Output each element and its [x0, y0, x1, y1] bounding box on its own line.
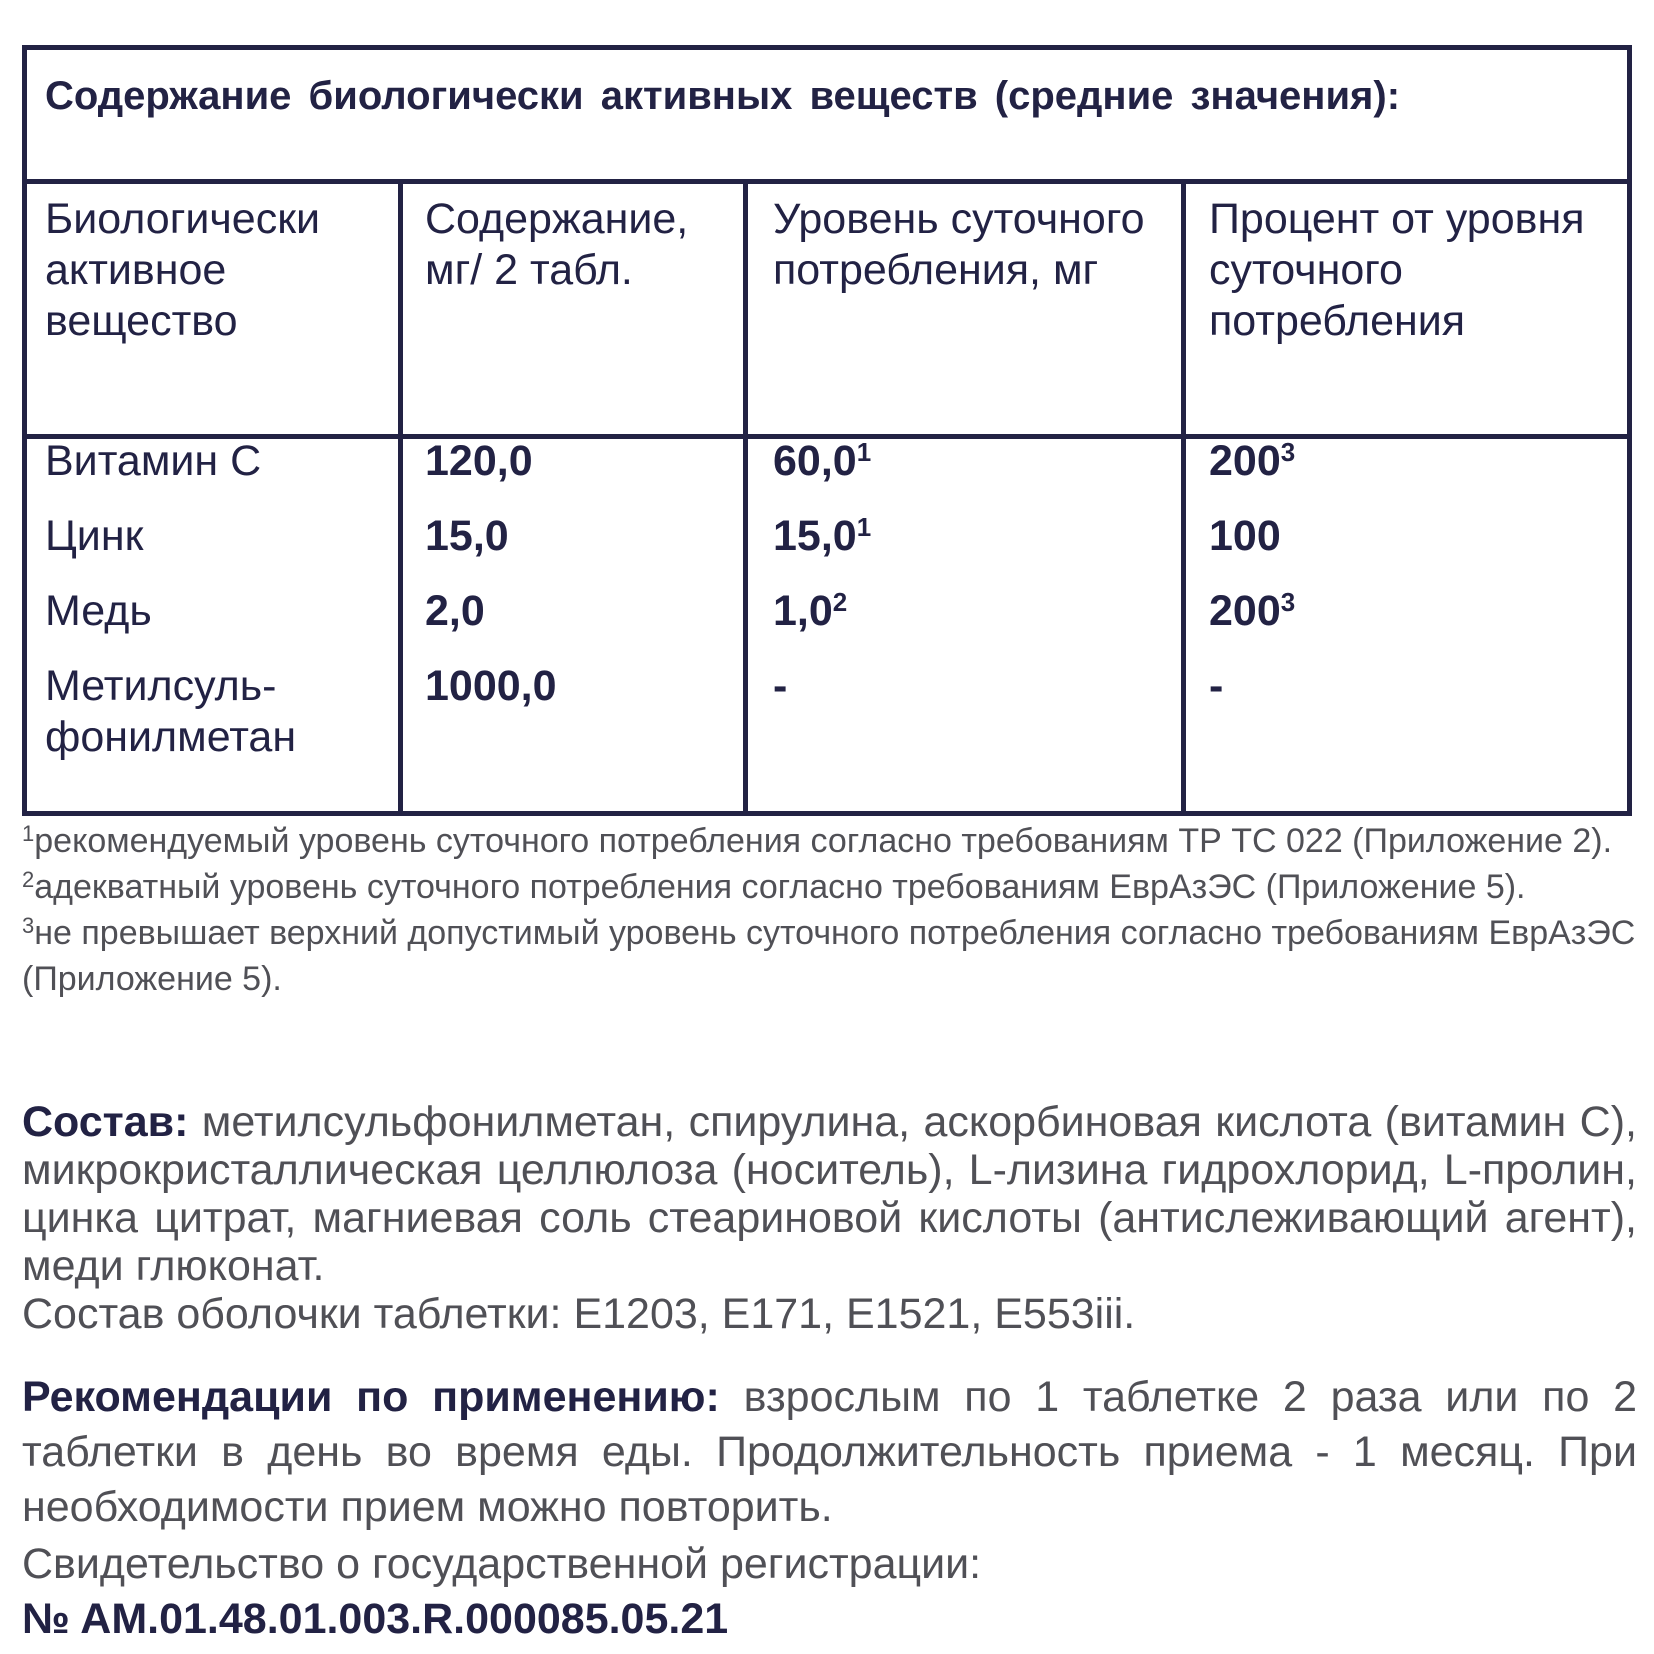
- composition-text: метилсульфонилметан, спирулина, аскорбиновая кислота (витамин С), микрокристаллическая целлюлоза (носитель), L-лизина гидрохлорид, L-пролин, цинка цитрат, магниевая соль стеариновой кислоты (антислеживающий агент), меди глюконат.: [22, 1098, 1637, 1290]
- header-substance: Биологически активное вещество: [45, 195, 321, 345]
- substance-cell: Цинк: [45, 512, 144, 560]
- column-divider: [398, 184, 403, 811]
- usage-section: [22, 1370, 1637, 1535]
- daily-level-cell: [773, 436, 1173, 511]
- substance-column: [45, 436, 395, 763]
- percent-value: 100: [1209, 512, 1281, 560]
- footnote-ref: 2: [832, 587, 848, 617]
- percent-cell: [1209, 436, 1609, 511]
- footnote-ref: 3: [1280, 437, 1296, 467]
- composition-label: Состав:: [22, 1098, 189, 1146]
- footnote-ref: 3: [1280, 587, 1296, 617]
- footnote: [22, 818, 1637, 864]
- substance-cell: Метилсуль-фонилметан: [45, 662, 297, 761]
- content-cell: 15,0: [425, 512, 509, 560]
- percent-value: 200: [1209, 437, 1281, 485]
- footnotes: [22, 818, 1637, 1002]
- usage-label: Рекомендации по применению:: [22, 1373, 720, 1421]
- substance-cell: Медь: [45, 587, 152, 635]
- footnote-text: адекватный уровень суточного потребления согласно требованиям ЕврАзЭС (Приложение 5).: [34, 868, 1526, 906]
- usage-text: взрослым по 1 таблетке 2 раза или по 2 таблетки в день во время еды. Продолжительность приема - 1 месяц. При необходимости прием можно повторить.: [22, 1373, 1638, 1531]
- footnote-mark: 3: [22, 913, 35, 938]
- footnote-text: не превышает верхний допустимый уровень суточного потребления согласно требованиям ЕврАзЭС (Приложение 5).: [22, 914, 1636, 998]
- composition-section: [22, 1098, 1637, 1338]
- content-cell: 120,0: [425, 437, 533, 485]
- registration-section: [22, 1537, 1637, 1647]
- daily-level-column: [773, 436, 1173, 736]
- percent-value: 200: [1209, 587, 1281, 635]
- percent-cell: [1209, 511, 1609, 586]
- nutrient-table: [22, 45, 1632, 816]
- daily-value: 15,0: [773, 512, 857, 560]
- percent-column: [1209, 436, 1609, 736]
- header-content: Содержание, мг/ 2 табл.: [425, 195, 689, 294]
- table-title-row: [27, 50, 1627, 184]
- footnote-mark: 1: [22, 821, 35, 846]
- registration-number: № AM.01.48.01.003.R.000085.05.21: [22, 1595, 729, 1643]
- content-cell: 2,0: [425, 587, 485, 635]
- daily-level-cell: [773, 511, 1173, 586]
- percent-value: -: [1209, 662, 1224, 710]
- daily-value: 60,0: [773, 437, 857, 485]
- footnote: [22, 910, 1637, 1002]
- header-daily-level: Уровень суточного потребления, мг: [773, 195, 1145, 294]
- shell-composition: Состав оболочки таблетки: E1203, E171, E1521, E553iii.: [22, 1290, 1136, 1338]
- footnote-mark: 2: [22, 867, 35, 892]
- daily-value: -: [773, 662, 788, 710]
- substance-cell: Витамин С: [45, 437, 262, 485]
- content-column: [425, 436, 735, 736]
- percent-cell: [1209, 661, 1609, 736]
- footnote: [22, 864, 1637, 910]
- footnote-ref: 1: [856, 437, 872, 467]
- percent-cell: [1209, 586, 1609, 661]
- table-title: Содержание биологически активных веществ (средние значения):: [45, 74, 1401, 118]
- footnote-text: рекомендуемый уровень суточного потребления согласно требованиям ТР ТС 022 (Приложение 2).: [34, 822, 1613, 860]
- registration-label: Свидетельство о государственной регистрации:: [22, 1540, 982, 1588]
- footnote-ref: 1: [856, 512, 872, 542]
- daily-level-cell: [773, 586, 1173, 661]
- daily-level-cell: [773, 661, 1173, 736]
- content-cell: 1000,0: [425, 662, 557, 710]
- daily-value: 1,0: [773, 587, 833, 635]
- header-percent: Процент от уровня суточного потребления: [1209, 195, 1585, 345]
